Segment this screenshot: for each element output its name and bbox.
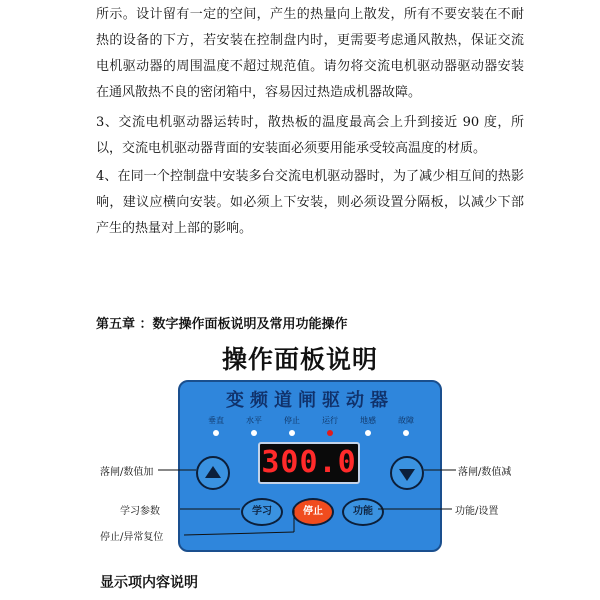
down-button[interactable] [390, 456, 424, 490]
callout-down: 落闸/数值减 [458, 467, 512, 478]
indicator-led-horizontal [251, 430, 257, 436]
panel-brand-label: 变频道闸驱动器 [226, 390, 394, 411]
indicator-label-vertical: 垂直 [208, 416, 224, 425]
indicator-label-ground-sense: 地感 [360, 416, 376, 425]
paragraph-heatsink-temperature: 3、交流电机驱动器运转时，散热板的温度最高会上升到接近 90 度，所以，交流电机驱动器背面的安装面必须要用能承受较高温度的材质。 [96, 115, 524, 156]
indicator-label-fault: 故障 [398, 416, 414, 425]
chapter-heading: 第五章 ：数字操作面板说明及常用功能操作 [96, 317, 348, 332]
operation-panel [178, 380, 442, 552]
arrow-down-icon [399, 469, 415, 481]
stop-button[interactable]: 停止 [292, 498, 334, 526]
indicator-led-fault [403, 430, 409, 436]
indicator-led-vertical [213, 430, 219, 436]
callout-learn: 学习参数 [120, 506, 160, 517]
indicator-label-stop: 停止 [284, 416, 300, 425]
indicator-led-stop [289, 430, 295, 436]
indicator-label-run: 运行 [322, 416, 338, 425]
up-button[interactable] [196, 456, 230, 490]
arrow-up-icon [205, 466, 221, 478]
function-button[interactable]: 功能 [342, 498, 384, 526]
section-heading: 显示项内容说明 [100, 575, 198, 591]
callout-function: 功能/设置 [455, 506, 499, 517]
paragraph-installation-space: 所示。设计留有一定的空间，产生的热量向上散发，所有不要安装在不耐热的设备的下方，若安装在控制盘内时，更需要考虑通风散热，保证交流电机驱动器的周围温度不超过规范值。请勿将交流电机驱动器驱动器安装在通风散热不良的密闭箱中，容易因过热造成机器故障。 [96, 7, 524, 100]
callout-stop: 停止/异常复位 [100, 532, 164, 543]
figure-title: 操作面板说明 [221, 345, 378, 374]
paragraph-multiple-drives: 4、在同一个控制盘中安装多台交流电机驱动器时，为了减少相互间的热影响，建议应横向安装。如必须上下安装，则必须设置分隔板，以减少下部产生的热量对上部的影响。 [96, 169, 524, 236]
indicator-label-horizontal: 水平 [246, 416, 262, 425]
digital-display: 300.0 [258, 442, 360, 484]
callout-up: 落闸/数值加 [100, 467, 154, 478]
indicator-led-run [327, 430, 333, 436]
indicator-led-ground-sense [365, 430, 371, 436]
learn-button[interactable]: 学习 [241, 498, 283, 526]
